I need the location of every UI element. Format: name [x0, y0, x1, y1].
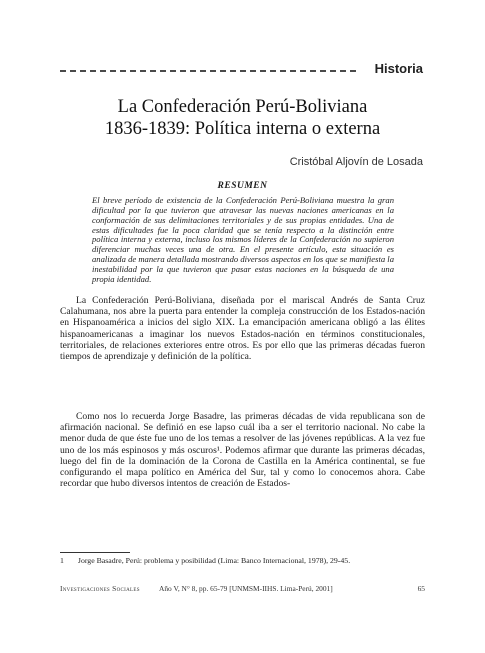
section-label: Historia	[374, 61, 423, 76]
body-paragraph-1: La Confederación Perú-Boliviana, diseñada por el mariscal Andrés de Santa Cruz Calahumana, nos abre la puerta para entender la compleja construcción de los Estados-nación en Hispanoamérica a inicios del siglo XIX. La emancipación americana obligó a las élites hispanoamericanas a imaginar los nuevos Estados-nación en términos constitucionales, territoriales, de relaciones exteriores entre otros. Es por ello que las primeras décadas fueron tiempos de aprendizaje y definición de la política.	[60, 295, 425, 363]
journal-name: Investigaciones Sociales	[60, 584, 140, 593]
abstract-text: El breve período de existencia de la Confederación Perú-Boliviana muestra la gran dificultad por la que tuvieron que atravesar las nuevas naciones americanas en la conformación de sus delimitaciones territoriales y de sus propias entidades. Una de estas dificultades fue la poca claridad que se tenía respecto a la distinción entre política interna y externa, incluso los mismos líderes de la Confederación no supieron diferenciar muchas veces una de otra. En el presente artículo, esta situación es analizada de manera detallada mostrando diversos aspectos en los que se manifiesta la inestabilidad por la que tuvieron que pasar estas naciones en la búsqueda de una propia identidad.	[92, 195, 394, 284]
footnote-rule	[60, 552, 130, 553]
author-name: Cristóbal Aljovín de Losada	[289, 156, 423, 168]
title-line-2: 1836-1839: Política interna o externa	[104, 119, 381, 139]
footnote	[60, 556, 425, 566]
page-number: 65	[417, 584, 425, 593]
abstract-heading: RESUMEN	[217, 181, 268, 191]
header-rule	[60, 70, 356, 72]
body-paragraph-2: Como nos lo recuerda Jorge Basadre, las primeras décadas de vida republicana son de afirmación nacional. Se definió en ese lapso cuál iba a ser el territorio nacional. No cabe la menor duda de que éste fue uno de los temas a resolver de las jóvenes repúblicas. A la vez fue uno de los más espinosos y más oscuros¹. Podemos afirmar que durante las primeras décadas, luego del fin de la dominación de la Corona de Castilla en la América continental, se fue configurando el mapa político en América del Sur, tal y como lo conocemos ahora. Cabe recordar que hubo diversos intentos de creación de Estados-	[60, 411, 425, 490]
journal-citation: Año V, N° 8, pp. 65-79 [UNMSM-IIHS. Lima-Perú, 2001]	[159, 584, 333, 593]
title-line-1: La Confederación Perú-Boliviana	[117, 97, 368, 117]
footnote-number: 1	[60, 556, 64, 565]
article-title	[60, 96, 425, 140]
footnote-text: Jorge Basadre, Perú: problema y posibilidad (Lima: Banco Internacional, 1978), 29-45.	[77, 556, 351, 565]
